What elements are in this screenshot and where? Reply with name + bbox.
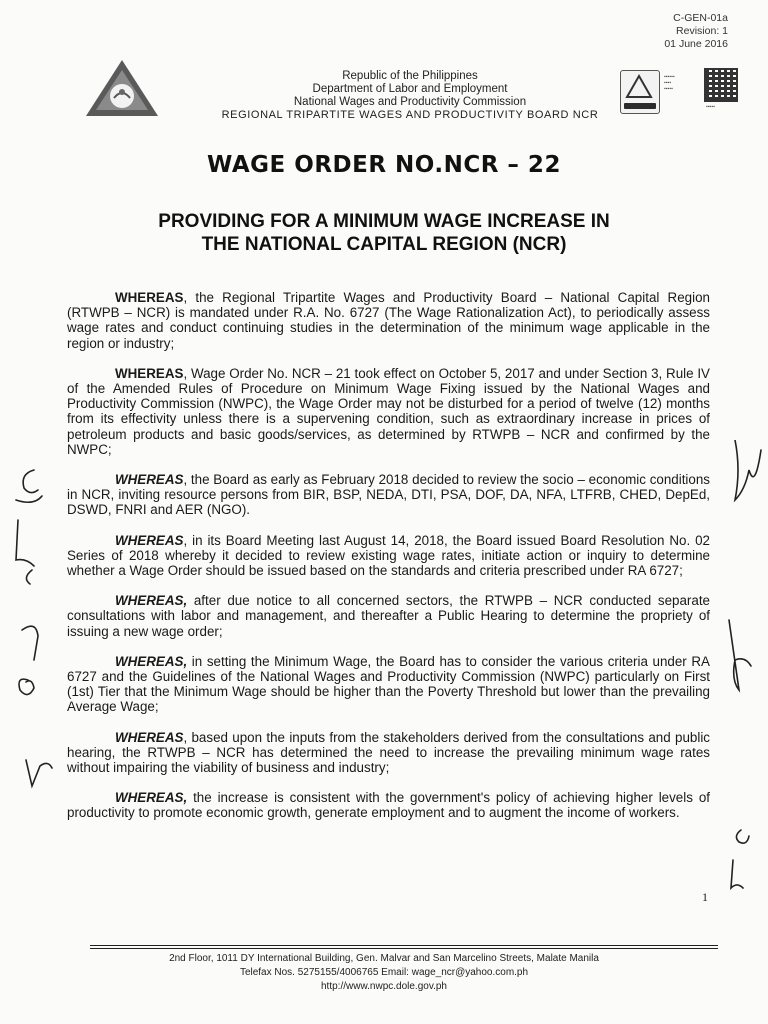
letterhead-commission: National Wages and Productivity Commission [293,96,527,108]
whereas-text: the increase is consistent with the government's policy of achieving higher levels of productivity to promote economic growth, generate employment and to augment the income of workers. [67,790,710,821]
whereas-lead: WHEREAS, [115,790,188,806]
management-system-mark: ▪▪▪▪▪▪ ▪▪▪▪ ▪▪▪▪▪ [664,74,675,92]
whereas-text: , the Regional Tripartite Wages and Productivity Board – National Capital Region (RTWPB – NCR) is mandated under R.A. No. 6727 (The Wage Rationalization Act), to periodically assess wage rates and conduct continuing studies in the determination of the minimum wage applicable in the region or industry; [67,290,710,351]
whereas-lead: WHEREAS [115,532,184,548]
whereas-lead: WHEREAS [115,365,184,381]
footer-divider-thin [90,948,718,949]
letterhead-department: Department of Labor and Employment [312,83,508,95]
footer-contact: Telefax Nos. 5275155/4006765 Email: wage_ncr@yahoo.com.ph [239,967,529,978]
qr-caption: ▪▪▪▪▪ [706,104,715,110]
whereas-lead: WHEREAS, [115,593,188,609]
whereas-paragraph [67,730,710,776]
revision-number: Revision: 1 [676,25,728,37]
footer-divider [90,945,718,946]
footer-address: 2nd Floor, 1011 DY International Building, Gen. Malvar and San Marcelino Streets, Malate Manila [169,953,599,964]
whereas-paragraph [67,533,710,579]
wage-order-subtitle [80,210,688,256]
letterhead-board: REGIONAL TRIPARTITE WAGES AND PRODUCTIVITY BOARD NCR [221,109,599,121]
footer-website: http://www.nwpc.dole.gov.ph [321,981,447,992]
whereas-lead: WHEREAS [115,729,184,745]
whereas-paragraph [67,366,710,457]
letterhead-republic: Republic of the Philippines [342,70,478,82]
whereas-text: , based upon the inputs from the stakeholders derived from the consultations and public hearing, the RTWPB – NCR has determined the need to increase the prevailing minimum wage rates without impairing the viability of business and industry; [67,729,710,776]
whereas-lead: WHEREAS, [115,653,188,669]
footer [0,952,768,994]
letterhead [150,70,670,122]
whereas-lead: WHEREAS [115,290,184,305]
whereas-text: after due notice to all concerned sectors, the RTWPB – NCR conducted separate consultations with labor and management, and thereafter a Public Hearing to determine the propriety of issuing a new wage order; [67,593,710,639]
revision-date: 01 June 2016 [664,38,728,50]
whereas-text: in setting the Minimum Wage, the Board has to consider the various criteria under RA 6727 and the Guidelines of the National Wages and Productivity Commission (NWPC) particularly on First (1st) Tier that the Minimum Wage should be higher than the Poverty Threshold but lower than the prevailing Average Wage; [67,653,710,715]
whereas-paragraph [67,790,710,820]
whereas-text: , the Board as early as February 2018 decided to review the socio – economic conditions in NCR, inviting resource persons from BIR, BSP, NEDA, DTI, PSA, DOF, DA, NFA, LTFRB, CHED, DepEd, DSWD, FNRI and AER (NGO). [67,472,710,518]
whereas-paragraph [67,290,710,351]
whereas-paragraph [67,654,710,715]
subtitle-line-1: PROVIDING FOR A MINIMUM WAGE INCREASE IN [158,211,610,232]
handwritten-initials-left-icon [2,460,62,820]
form-code: C-GEN-01a [673,12,728,24]
whereas-text: , Wage Order No. NCR – 21 took effect on October 5, 2017 and under Section 3, Rule IV of the Amended Rules of Procedure on Minimum Wage Fixing issued by the National Wages and Productivity Commission (NWPC), the Wage Order may not be disturbed for a period of twelve (12) months from its effectivity unless there is a supervening condition, such as extraordinary increase in prices of petroleum products and basic goods/services, as determined by RTWPB – NCR and confirmed by the NWPC; [67,365,710,457]
whereas-lead: WHEREAS [115,472,184,488]
certification-seals [620,70,740,116]
tuv-certification-icon [620,70,660,114]
whereas-paragraph [67,593,710,639]
page-number: 1 [702,890,708,904]
subtitle-line-2: THE NATIONAL CAPITAL REGION (NCR) [201,234,567,255]
handwritten-initials-right-icon [715,440,765,900]
dole-logo-icon [84,58,160,118]
whereas-text: , in its Board Meeting last August 14, 2018, the Board issued Board Resolution No. 02 Series of 2018 whereby it decided to review existing wage rates, initiate action or inquiry to determine whether a Wage Order should be issued based on the standards and criteria prescribed under RA 6727; [67,532,710,579]
whereas-paragraph [67,472,710,518]
document-control-code [664,12,728,51]
qr-code-icon [706,70,736,100]
wage-order-title: WAGE ORDER NO.NCR – 22 [207,152,561,178]
whereas-clauses [67,290,710,836]
